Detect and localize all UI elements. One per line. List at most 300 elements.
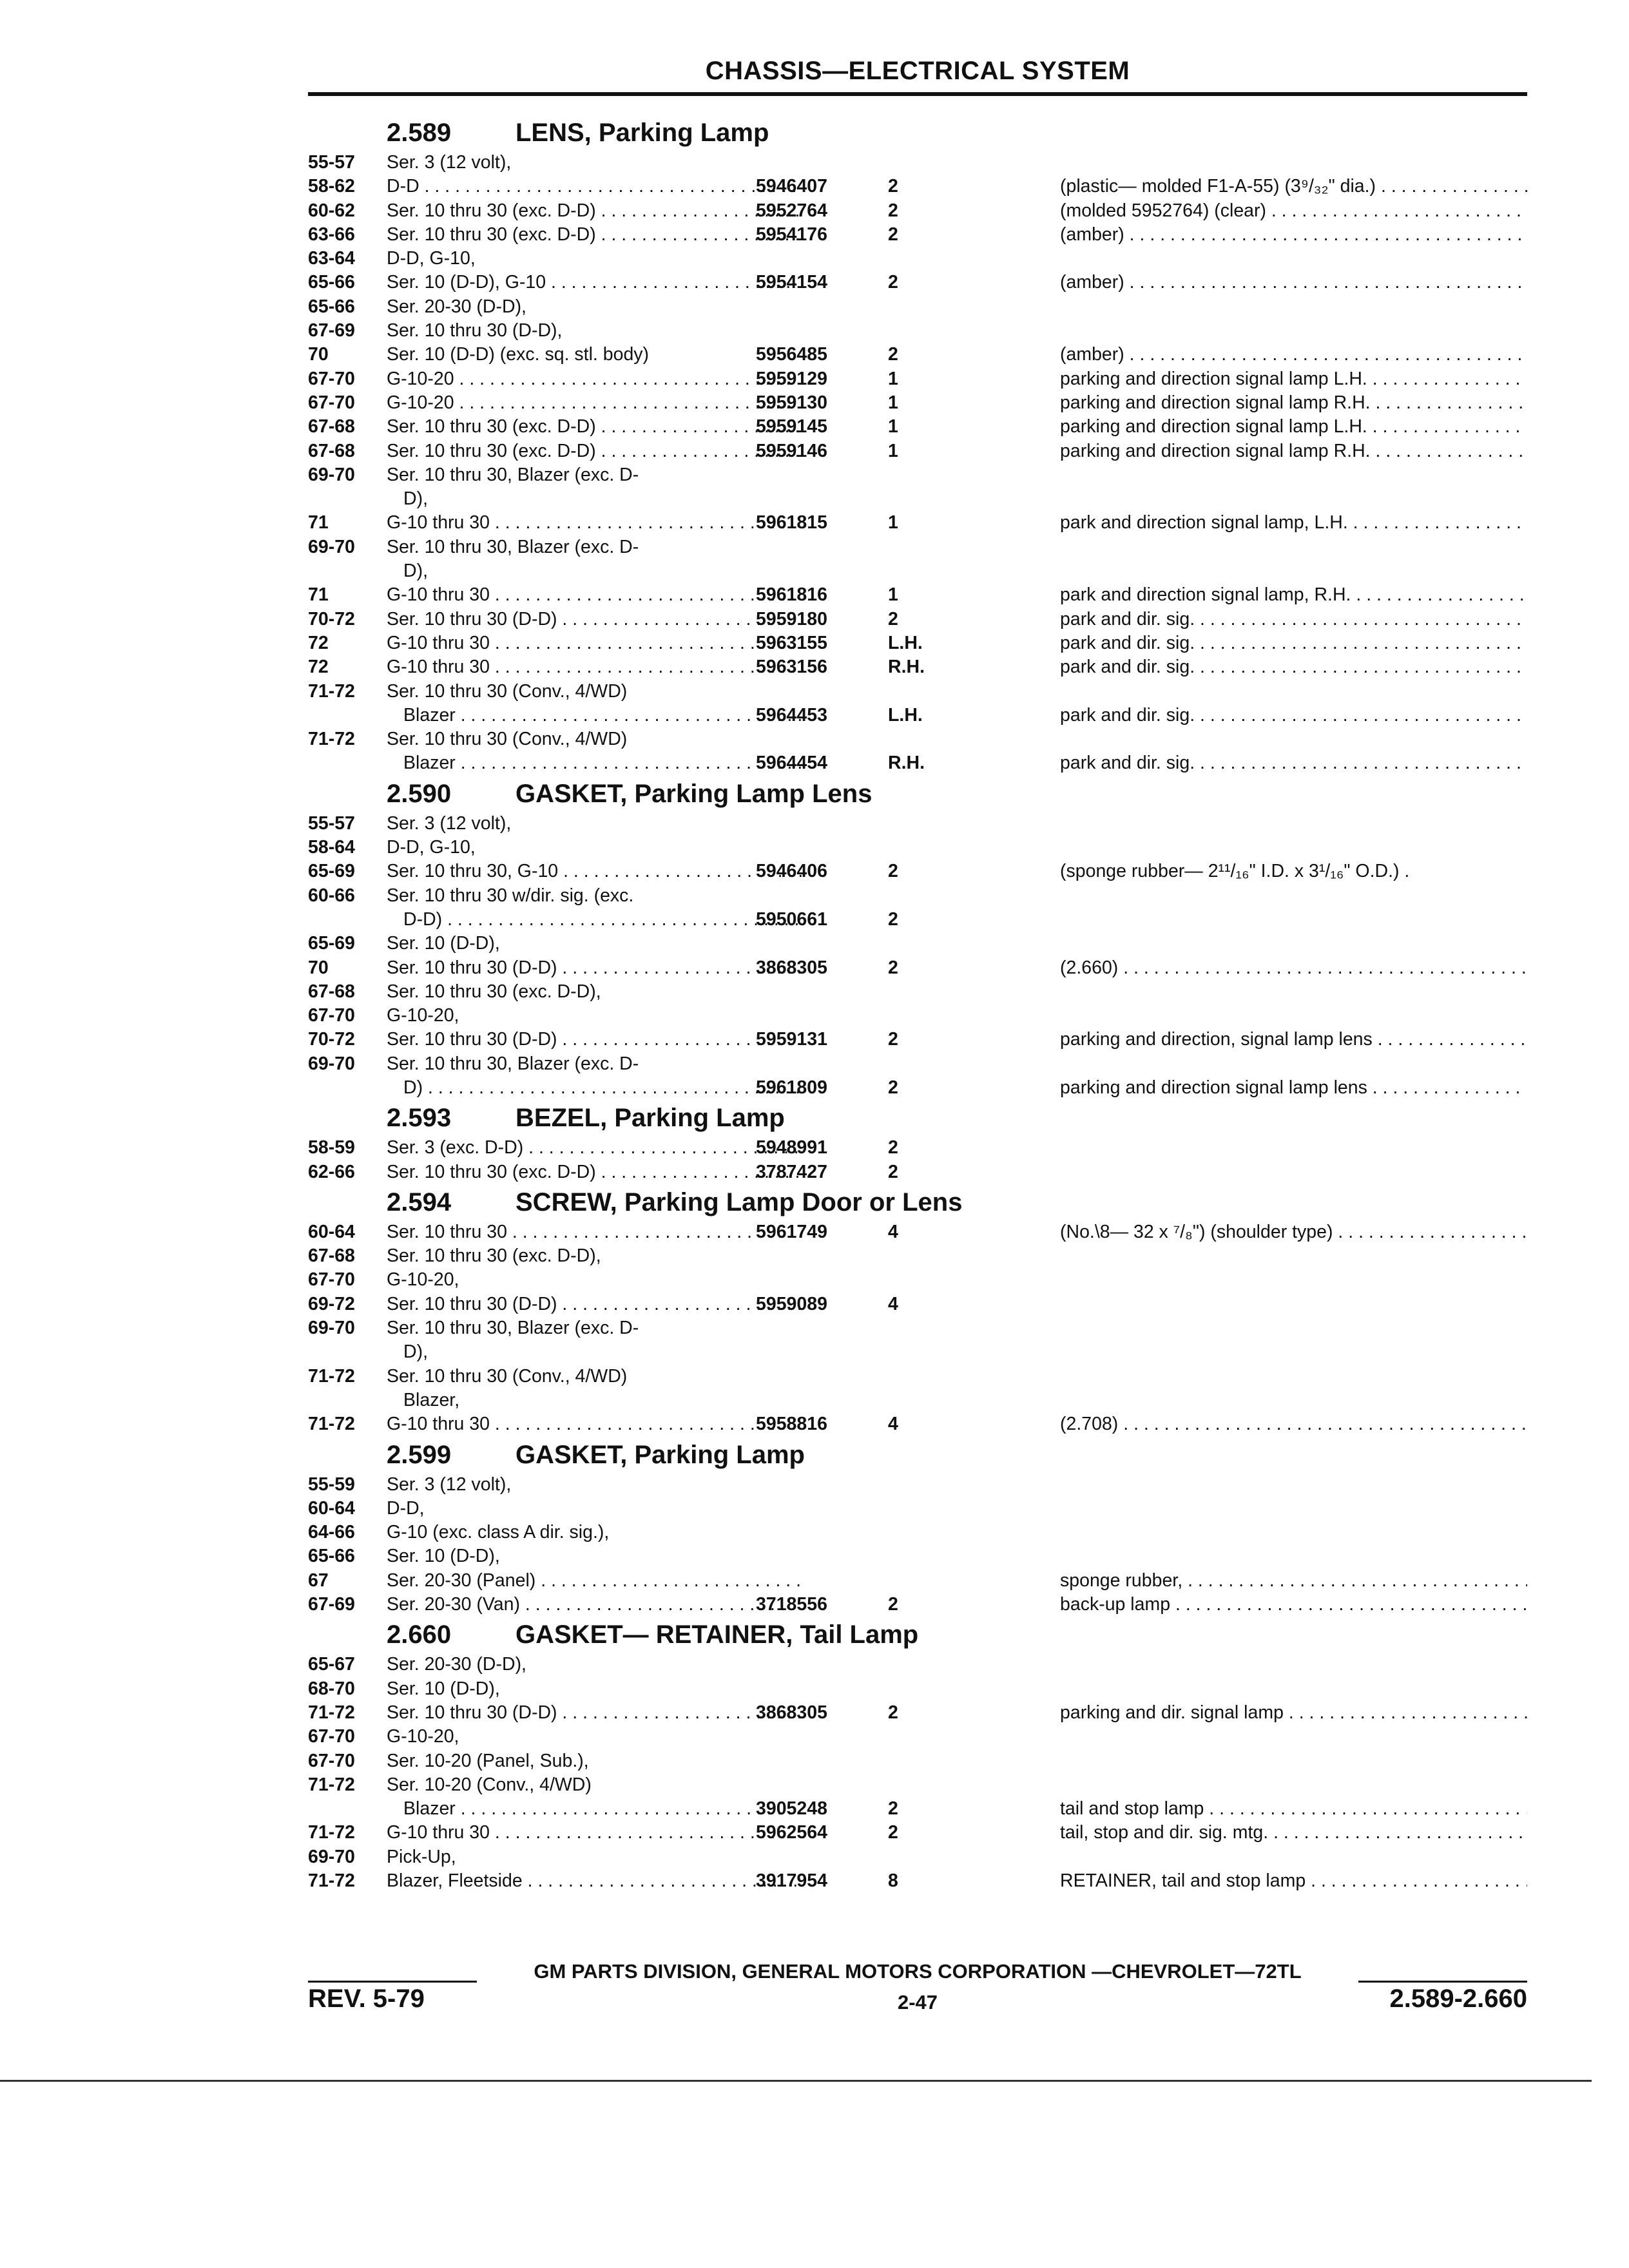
table-row	[308, 1569, 1527, 1593]
application-description: G-10 thru 30 . . .	[387, 511, 804, 535]
model-years: 71-72	[308, 1414, 355, 1435]
footer-rule-right	[1358, 1981, 1527, 1983]
quantity: 2	[888, 1161, 898, 1182]
section-number: 2.594	[387, 1187, 452, 1216]
remarks: parking and direction signal lamp R.H. . . .	[1060, 439, 1527, 463]
application-description: Ser. 10 thru 30 w/dir. sig. (exc.	[387, 885, 634, 906]
remarks: park and direction signal lamp, L.H. . . .	[1060, 511, 1527, 535]
table-row	[308, 751, 1527, 775]
model-years: 65-66	[308, 1546, 355, 1567]
model-years: 68-70	[308, 1678, 355, 1699]
section-number: 2.660	[387, 1620, 452, 1649]
application-description: Ser. 10 thru 30 (D-D) . . .	[387, 1701, 804, 1725]
application-description: Ser. 10-20 (Panel, Sub.),	[387, 1750, 589, 1771]
part-number: 5961809	[756, 1077, 827, 1098]
quantity: 2	[888, 1702, 898, 1723]
application-description: Ser. 10 thru 30 (exc. D-D) . . .	[387, 415, 804, 439]
table-row	[308, 1004, 1527, 1028]
section-title: GASKET, Parking Lamp Lens	[516, 779, 872, 808]
remarks: (2.660) . . .	[1060, 956, 1527, 980]
application-description: Ser. 10-20 (Conv., 4/WD)	[387, 1774, 592, 1795]
model-years: 71-72	[308, 729, 355, 750]
table-row	[308, 415, 1527, 439]
application-description: Blazer . . .	[403, 751, 804, 775]
table-row	[308, 980, 1527, 1004]
table-row	[308, 559, 1527, 583]
table-row	[308, 727, 1527, 751]
section-heading	[308, 776, 1527, 812]
application-description: D-D) . . .	[403, 908, 804, 932]
quantity: 1	[888, 392, 898, 413]
footer-page-number: 2-47	[897, 1991, 938, 2013]
model-years: 67-68	[308, 416, 355, 437]
part-number: 5964453	[756, 704, 827, 726]
application-description: D),	[403, 1341, 428, 1363]
application-description: G-10-20,	[387, 1726, 459, 1747]
table-row	[308, 1521, 1527, 1544]
quantity: L.H.	[888, 632, 923, 653]
application-description: D-D,	[387, 1497, 425, 1519]
remarks: park and dir. sig. . . .	[1060, 751, 1527, 775]
table-row	[308, 1028, 1527, 1052]
application-description: Ser. 10 thru 30 (Conv., 4/WD)	[387, 1365, 628, 1387]
section-title: GASKET— RETAINER, Tail Lamp	[516, 1620, 919, 1649]
table-row	[308, 836, 1527, 860]
bottom-rule	[0, 2080, 1592, 2082]
table-row	[308, 1389, 1527, 1412]
application-description: Ser. 10 thru 30, G-10 . . .	[387, 860, 804, 883]
section-heading	[308, 1100, 1527, 1136]
remarks: parking and direction signal lamp L.H. . . .	[1060, 367, 1527, 391]
part-number: 3917954	[756, 1870, 827, 1891]
header-rule	[308, 92, 1527, 96]
table-row	[308, 1316, 1527, 1340]
remarks: (amber) . . .	[1060, 343, 1527, 367]
application-description: Ser. 10 thru 30 (Conv., 4/WD)	[387, 729, 628, 750]
section-title: BEZEL, Parking Lamp	[516, 1104, 785, 1133]
application-description: G-10 thru 30 . . .	[387, 583, 804, 607]
quantity: 2	[888, 957, 898, 978]
table-row	[308, 1797, 1527, 1821]
table-row	[308, 199, 1527, 223]
application-description: Ser. 10 thru 30 (D-D) . . .	[387, 608, 804, 631]
application-description: Ser. 10 thru 30, Blazer (exc. D-	[387, 1053, 639, 1074]
section-title: LENS, Parking Lamp	[516, 119, 769, 147]
model-years: 69-72	[308, 1293, 355, 1314]
application-description: Ser. 10 (D-D),	[387, 1678, 500, 1699]
section-heading	[308, 1184, 1527, 1220]
table-row	[308, 655, 1527, 679]
part-number: 5963156	[756, 657, 827, 678]
application-description: Ser. 10 thru 30 (exc. D-D) . . .	[387, 439, 804, 463]
table-row	[308, 932, 1527, 956]
table-row	[308, 1340, 1527, 1364]
table-row	[308, 1544, 1527, 1568]
quantity: R.H.	[888, 753, 925, 774]
application-description: D-D . . .	[387, 175, 804, 198]
quantity: 4	[888, 1293, 898, 1314]
application-description: Ser. 10 (D-D), G-10 . . .	[387, 271, 804, 294]
quantity: 1	[888, 440, 898, 461]
model-years: 67-69	[308, 320, 355, 341]
application-description: Ser. 20-30 (D-D),	[387, 296, 526, 317]
application-description: Ser. 20-30 (Van) . . .	[387, 1593, 804, 1617]
quantity: 2	[888, 224, 898, 245]
quantity: R.H.	[888, 657, 925, 678]
model-years: 70-72	[308, 608, 355, 629]
model-years: 72	[308, 632, 329, 653]
model-years: 60-66	[308, 885, 355, 906]
table-row	[308, 1473, 1527, 1497]
part-number: 5962564	[756, 1822, 827, 1843]
application-description: D-D, G-10,	[387, 837, 476, 858]
application-description: G-10 thru 30 . . .	[387, 1412, 804, 1436]
table-row	[308, 1076, 1527, 1100]
table-row	[308, 1136, 1527, 1160]
application-description: Ser. 10 (D-D),	[387, 933, 500, 954]
table-row	[308, 908, 1527, 932]
table-row	[308, 1677, 1527, 1701]
table-row	[308, 1725, 1527, 1749]
application-description: Ser. 10 thru 30, Blazer (exc. D-	[387, 1318, 639, 1339]
remarks: park and dir. sig. . . .	[1060, 608, 1527, 631]
section-heading	[308, 115, 1527, 151]
model-years: 65-67	[308, 1654, 355, 1675]
model-years: 69-70	[308, 1318, 355, 1339]
model-years: 69-70	[308, 1846, 355, 1867]
application-description: Ser. 10 (D-D) (exc. sq. stl. body)	[387, 344, 650, 365]
quantity: 8	[888, 1870, 898, 1891]
application-description: Ser. 10 thru 30 (exc. D-D) . . .	[387, 223, 804, 247]
remarks: back-up lamp . . .	[1060, 1593, 1527, 1617]
model-years: 71-72	[308, 1870, 355, 1891]
section-title: GASKET, Parking Lamp	[516, 1440, 805, 1469]
table-row	[308, 1845, 1527, 1869]
remarks: tail and stop lamp . . .	[1060, 1797, 1527, 1821]
remarks: (sponge rubber— 2¹¹/₁₆" I.D. x 3¹/₁₆" O.D.) .	[1060, 861, 1410, 882]
table-row	[308, 511, 1527, 535]
part-number: 5959129	[756, 368, 827, 389]
remarks: (molded 5952764) (clear) . . .	[1060, 199, 1527, 223]
application-description: Ser. 10 thru 30 (D-D) . . .	[387, 956, 804, 980]
remarks: park and dir. sig. . . .	[1060, 655, 1527, 679]
application-description: Pick-Up,	[387, 1846, 456, 1867]
table-row	[308, 1220, 1527, 1244]
table-row	[308, 223, 1527, 247]
model-years: 55-59	[308, 1474, 355, 1495]
table-row	[308, 1497, 1527, 1521]
application-description: Ser. 20-30 (D-D),	[387, 1654, 526, 1675]
application-description: G-10-20,	[387, 1269, 459, 1291]
model-years: 62-66	[308, 1161, 355, 1182]
model-years: 65-69	[308, 933, 355, 954]
part-number: 3718556	[756, 1594, 827, 1615]
section-number: 2.590	[387, 779, 452, 808]
model-years: 63-66	[308, 224, 355, 245]
remarks: (No.\8— 32 x ⁷/₈") (shoulder type) . . .	[1060, 1220, 1527, 1244]
model-years: 55-57	[308, 152, 355, 173]
model-years: 71	[308, 512, 329, 533]
remarks: park and dir. sig. . . .	[1060, 631, 1527, 655]
model-years: 60-64	[308, 1221, 355, 1242]
quantity: 2	[888, 344, 898, 365]
table-row	[308, 1160, 1527, 1184]
section-heading	[308, 1617, 1527, 1653]
model-years: 67-70	[308, 1750, 355, 1771]
table-row	[308, 1293, 1527, 1316]
part-number: 5946406	[756, 861, 827, 882]
application-description: G-10 thru 30 . . .	[387, 631, 804, 655]
model-years: 55-57	[308, 812, 355, 834]
model-years: 67-70	[308, 1726, 355, 1747]
model-years: 70	[308, 957, 329, 978]
section-title: SCREW, Parking Lamp Door or Lens	[516, 1187, 963, 1216]
table-row	[308, 608, 1527, 631]
part-number: 3868305	[756, 957, 827, 978]
remarks: parking and dir. signal lamp . . .	[1060, 1701, 1527, 1725]
table-row	[308, 704, 1527, 727]
remarks: park and dir. sig. . . .	[1060, 704, 1527, 727]
quantity: 2	[888, 1137, 898, 1158]
quantity: 4	[888, 1221, 898, 1242]
table-row	[308, 1653, 1527, 1677]
model-years: 72	[308, 657, 329, 678]
model-years: 58-62	[308, 176, 355, 197]
application-description: G-10-20,	[387, 1005, 459, 1026]
application-description: Ser. 10 thru 30 (exc. D-D),	[387, 981, 601, 1002]
model-years: 71-72	[308, 1365, 355, 1387]
quantity: L.H.	[888, 704, 923, 726]
application-description: Ser. 10 thru 30 . . .	[387, 1220, 804, 1244]
model-years: 67	[308, 1570, 329, 1591]
table-row	[308, 1749, 1527, 1773]
model-years: 67-70	[308, 392, 355, 413]
table-row	[308, 956, 1527, 980]
model-years: 71-72	[308, 1702, 355, 1723]
model-years: 69-70	[308, 536, 355, 557]
table-row	[308, 1593, 1527, 1617]
table-row	[308, 884, 1527, 908]
table-row	[308, 812, 1527, 836]
model-years: 69-70	[308, 464, 355, 485]
model-years: 58-59	[308, 1137, 355, 1158]
table-row	[308, 1869, 1527, 1893]
table-row	[308, 860, 1527, 883]
model-years: 65-69	[308, 861, 355, 882]
table-row	[308, 1244, 1527, 1268]
table-row	[308, 535, 1527, 559]
part-number: 5959131	[756, 1029, 827, 1050]
part-number: 5954176	[756, 224, 827, 245]
application-description: Blazer, Fleetside . . .	[387, 1869, 804, 1893]
part-number: 3868305	[756, 1702, 827, 1723]
part-number: 5952764	[756, 200, 827, 221]
quantity: 2	[888, 1077, 898, 1098]
part-number: 5959145	[756, 416, 827, 437]
model-years: 65-66	[308, 272, 355, 293]
remarks: (amber) . . .	[1060, 223, 1527, 247]
remarks: parking and direction signal lamp R.H. . . .	[1060, 391, 1527, 415]
remarks: RETAINER, tail and stop lamp . . .	[1060, 1869, 1527, 1893]
application-description: Ser. 10 thru 30 (Conv., 4/WD)	[387, 680, 628, 702]
table-row	[308, 391, 1527, 415]
model-years: 67-68	[308, 981, 355, 1002]
quantity: 2	[888, 608, 898, 629]
table-row	[308, 151, 1527, 175]
model-years: 67-68	[308, 440, 355, 461]
application-description: Blazer . . .	[403, 1797, 804, 1821]
application-description: D-D, G-10,	[387, 248, 476, 269]
table-row	[308, 367, 1527, 391]
remarks: parking and direction signal lamp lens . . .	[1060, 1076, 1527, 1100]
application-description: D),	[403, 488, 428, 510]
application-description: G-10 thru 30 . . .	[387, 655, 804, 679]
application-description: Ser. 10 thru 30 (D-D) . . .	[387, 1293, 804, 1316]
table-row	[308, 175, 1527, 198]
quantity: 1	[888, 416, 898, 437]
application-description: G-10 (exc. class A dir. sig.),	[387, 1522, 610, 1543]
table-row	[308, 247, 1527, 271]
model-years: 69-70	[308, 1053, 355, 1074]
table-row	[308, 1773, 1527, 1797]
quantity: 1	[888, 512, 898, 533]
model-years: 67-70	[308, 1005, 355, 1026]
part-number: 5959146	[756, 440, 827, 461]
application-description: Blazer,	[403, 1389, 460, 1410]
model-years: 67-70	[308, 368, 355, 389]
application-description: Ser. 3 (12 volt),	[387, 812, 512, 834]
model-years: 64-66	[308, 1522, 355, 1543]
table-row	[308, 680, 1527, 704]
model-years: 70-72	[308, 1029, 355, 1050]
application-description: G-10 thru 30 . . .	[387, 1821, 804, 1845]
table-row	[308, 343, 1527, 367]
application-description: Blazer . . .	[403, 704, 804, 727]
quantity: 2	[888, 200, 898, 221]
part-number: 5964454	[756, 753, 827, 774]
table-row	[308, 319, 1527, 343]
quantity: 2	[888, 908, 898, 930]
table-row	[308, 1412, 1527, 1436]
quantity: 2	[888, 1822, 898, 1843]
application-description: Ser. 3 (12 volt),	[387, 152, 512, 173]
model-years: 71	[308, 584, 329, 606]
table-row	[308, 271, 1527, 294]
quantity: 4	[888, 1414, 898, 1435]
quantity: 2	[888, 1029, 898, 1050]
remarks: parking and direction signal lamp L.H. . . .	[1060, 415, 1527, 439]
page-header: CHASSIS—ELECTRICAL SYSTEM	[705, 57, 1130, 85]
table-row	[308, 1701, 1527, 1725]
application-description: Ser. 10 thru 30 (exc. D-D) . . .	[387, 1160, 804, 1184]
table-row	[308, 1365, 1527, 1389]
application-description: G-10-20 . . .	[387, 391, 804, 415]
application-description: Ser. 10 thru 30, Blazer (exc. D-	[387, 536, 639, 557]
model-years: 67-69	[308, 1594, 355, 1615]
model-years: 65-66	[308, 296, 355, 317]
application-description: Ser. 10 thru 30 (exc. D-D),	[387, 1245, 601, 1267]
part-number: 5958816	[756, 1414, 827, 1435]
footer-publisher: GM PARTS DIVISION, GENERAL MOTORS CORPORATION —CHEVROLET—72TL	[534, 1960, 1302, 1983]
application-description: Ser. 10 thru 30 (D-D),	[387, 320, 563, 341]
model-years: 71-72	[308, 680, 355, 702]
section-number: 2.589	[387, 119, 452, 147]
application-description: D),	[403, 561, 428, 582]
section-number: 2.593	[387, 1104, 452, 1133]
remarks: (amber) . . .	[1060, 271, 1527, 294]
application-description: Ser. 3 (exc. D-D) . . .	[387, 1136, 804, 1160]
table-row	[308, 295, 1527, 319]
remarks: (plastic— molded F1-A-55) (3⁹/₃₂" dia.) . . .	[1060, 175, 1527, 198]
application-description: D) . . .	[403, 1076, 804, 1100]
part-number: 5961815	[756, 512, 827, 533]
application-description: Ser. 10 (D-D),	[387, 1546, 500, 1567]
application-description: Ser. 3 (12 volt),	[387, 1474, 512, 1495]
part-number: 3787427	[756, 1161, 827, 1182]
quantity: 2	[888, 272, 898, 293]
table-row	[308, 1052, 1527, 1076]
parts-list	[308, 115, 1527, 1893]
application-description: Ser. 10 thru 30 (exc. D-D) . . .	[387, 199, 804, 223]
model-years: 60-64	[308, 1497, 355, 1519]
quantity: 2	[888, 861, 898, 882]
table-row	[308, 583, 1527, 607]
model-years: 71-72	[308, 1822, 355, 1843]
part-number: 5946407	[756, 176, 827, 197]
remarks: (2.708) . . .	[1060, 1412, 1527, 1436]
table-row	[308, 631, 1527, 655]
part-number: 5961749	[756, 1221, 827, 1242]
application-description: G-10-20 . . .	[387, 367, 804, 391]
model-years: 70	[308, 344, 329, 365]
part-number: 5956485	[756, 344, 827, 365]
part-number: 5959180	[756, 608, 827, 629]
part-number: 5959089	[756, 1293, 827, 1314]
table-row	[308, 1268, 1527, 1292]
part-number: 5959130	[756, 392, 827, 413]
table-row	[308, 463, 1527, 487]
table-row	[308, 1821, 1527, 1845]
footer-meta	[308, 1984, 1527, 2017]
table-row	[308, 487, 1527, 511]
model-years: 60-62	[308, 200, 355, 221]
footer-revision: REV. 5-79	[308, 1984, 425, 2013]
quantity: 1	[888, 584, 898, 606]
remarks: park and direction signal lamp, R.H. . . .	[1060, 583, 1527, 607]
part-number: 5954154	[756, 272, 827, 293]
section-heading	[308, 1437, 1527, 1473]
application-description: Ser. 20-30 (Panel) . . .	[387, 1569, 804, 1593]
remarks: parking and direction, signal lamp lens . . .	[1060, 1028, 1527, 1052]
application-description: Ser. 10 thru 30, Blazer (exc. D-	[387, 464, 639, 485]
quantity: 2	[888, 1594, 898, 1615]
footer-publisher-line	[308, 1959, 1527, 1987]
quantity: 2	[888, 176, 898, 197]
part-number: 5948991	[756, 1137, 827, 1158]
section-number: 2.599	[387, 1440, 452, 1469]
part-number: 5950661	[756, 908, 827, 930]
remarks: sponge rubber, . . .	[1060, 1569, 1527, 1593]
application-description: Ser. 10 thru 30 (D-D) . . .	[387, 1028, 804, 1052]
part-number: 5963155	[756, 632, 827, 653]
model-years: 71-72	[308, 1774, 355, 1795]
quantity: 1	[888, 368, 898, 389]
table-row	[308, 439, 1527, 463]
model-years: 67-68	[308, 1245, 355, 1267]
footer-range: 2.589-2.660	[1389, 1984, 1527, 2013]
model-years: 63-64	[308, 248, 355, 269]
remarks: tail, stop and dir. sig. mtg. . . .	[1060, 1821, 1527, 1845]
